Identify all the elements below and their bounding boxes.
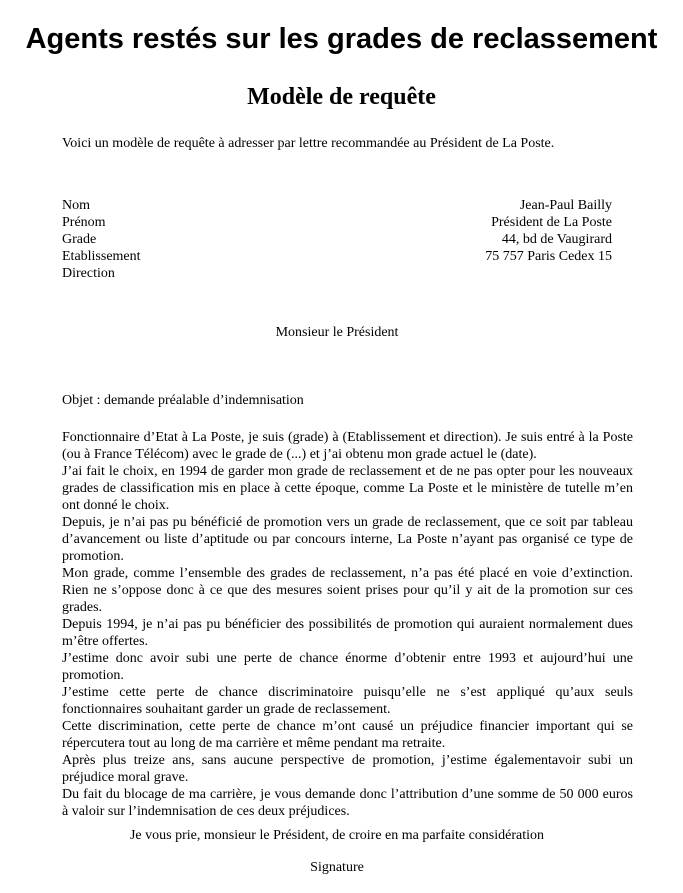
body-paragraph-5: Depuis 1994, je n’ai pas pu bénéficier des possibilités de promotion qui auraient normalement dues m’être offertes. bbox=[62, 617, 633, 649]
recipient-city: 75 757 Paris Cedex 15 bbox=[485, 249, 612, 264]
address-row bbox=[62, 197, 612, 282]
salutation: Monsieur le Président bbox=[275, 325, 399, 340]
body-paragraph-2: J’ai fait le choix, en 1994 de garder mon grade de reclassement et de ne pas opter pour les nouveaux grades de classification mis en place à cette époque, comme La Poste et le ministère de tutelle m’en ont donné le choix. bbox=[62, 464, 633, 513]
body-paragraph-7: J’estime cette perte de chance discriminatoire puisqu’elle ne s’est appliqué qu’aux seuls fonctionnaires souhaitant garder un grade de reclassement. bbox=[62, 685, 633, 717]
sender-field-prenom: Prénom bbox=[62, 215, 106, 230]
signature-label: Signature bbox=[310, 860, 364, 875]
document-subtitle: Modèle de requête bbox=[247, 84, 436, 110]
body-paragraph-3: Depuis, je n’ai pas pu bénéficié de promotion vers un grade de reclassement, que ce soit par tableau d’avancement ou liste d’aptitude ou par concours interne, La Poste n’ayant pas organisé ce type de promotion. bbox=[62, 515, 633, 564]
body-paragraph-6: J’estime donc avoir subi une perte de chance énorme d’obtenir entre 1993 et aujourd’hui une promotion. bbox=[62, 651, 633, 683]
sender-field-grade: Grade bbox=[62, 232, 97, 247]
recipient-title: Président de La Poste bbox=[491, 215, 612, 230]
intro-text: Voici un modèle de requête à adresser par lettre recommandée au Président de La Poste. bbox=[62, 136, 555, 151]
body-paragraph-10: Du fait du blocage de ma carrière, je vous demande donc l’attribution d’une somme de 50 000 euros à valoir sur l’indemnisation de ces deux préjudices. bbox=[62, 787, 633, 819]
sender-field-direction: Direction bbox=[62, 266, 115, 281]
body-paragraph-4: Mon grade, comme l’ensemble des grades de reclassement, n’a pas été placé en voie d’extinction. Rien ne s’oppose donc à ce que des mesures soient prises pour qu’il y ait de la promotion sur ces grades. bbox=[62, 566, 633, 615]
letter-document bbox=[0, 22, 683, 876]
page bbox=[0, 22, 683, 893]
recipient-name: Jean-Paul Bailly bbox=[519, 198, 612, 213]
recipient-street: 44, bd de Vaugirard bbox=[501, 232, 612, 247]
closing-line: Je vous prie, monsieur le Président, de croire en ma parfaite considération bbox=[129, 828, 545, 843]
body-paragraph-1: Fonctionnaire d’Etat à La Poste, je suis (grade) à (Etablissement et direction). Je suis entré à la Poste (ou à France Télécom) avec le grade de (...) et j’ai obtenu mon grade actuel le (date). bbox=[62, 430, 633, 462]
body-paragraph-8: Cette discrimination, cette perte de chance m’ont causé un préjudice financier important qui se répercutera tout au long de ma carrière et même pendant ma retraite. bbox=[62, 719, 633, 751]
sender-field-etablissement: Etablissement bbox=[62, 249, 141, 264]
subject-line: Objet : demande préalable d’indemnisation bbox=[62, 393, 304, 408]
letter-body bbox=[62, 429, 633, 820]
recipient-block bbox=[485, 197, 612, 265]
sender-field-nom: Nom bbox=[62, 198, 90, 213]
body-paragraph-9: Après plus treize ans, sans aucune perspective de promotion, j’estime égalementavoir subi un préjudice moral grave. bbox=[62, 753, 633, 785]
page-title: Agents restés sur les grades de reclassement bbox=[25, 23, 658, 55]
sender-block bbox=[62, 197, 141, 282]
